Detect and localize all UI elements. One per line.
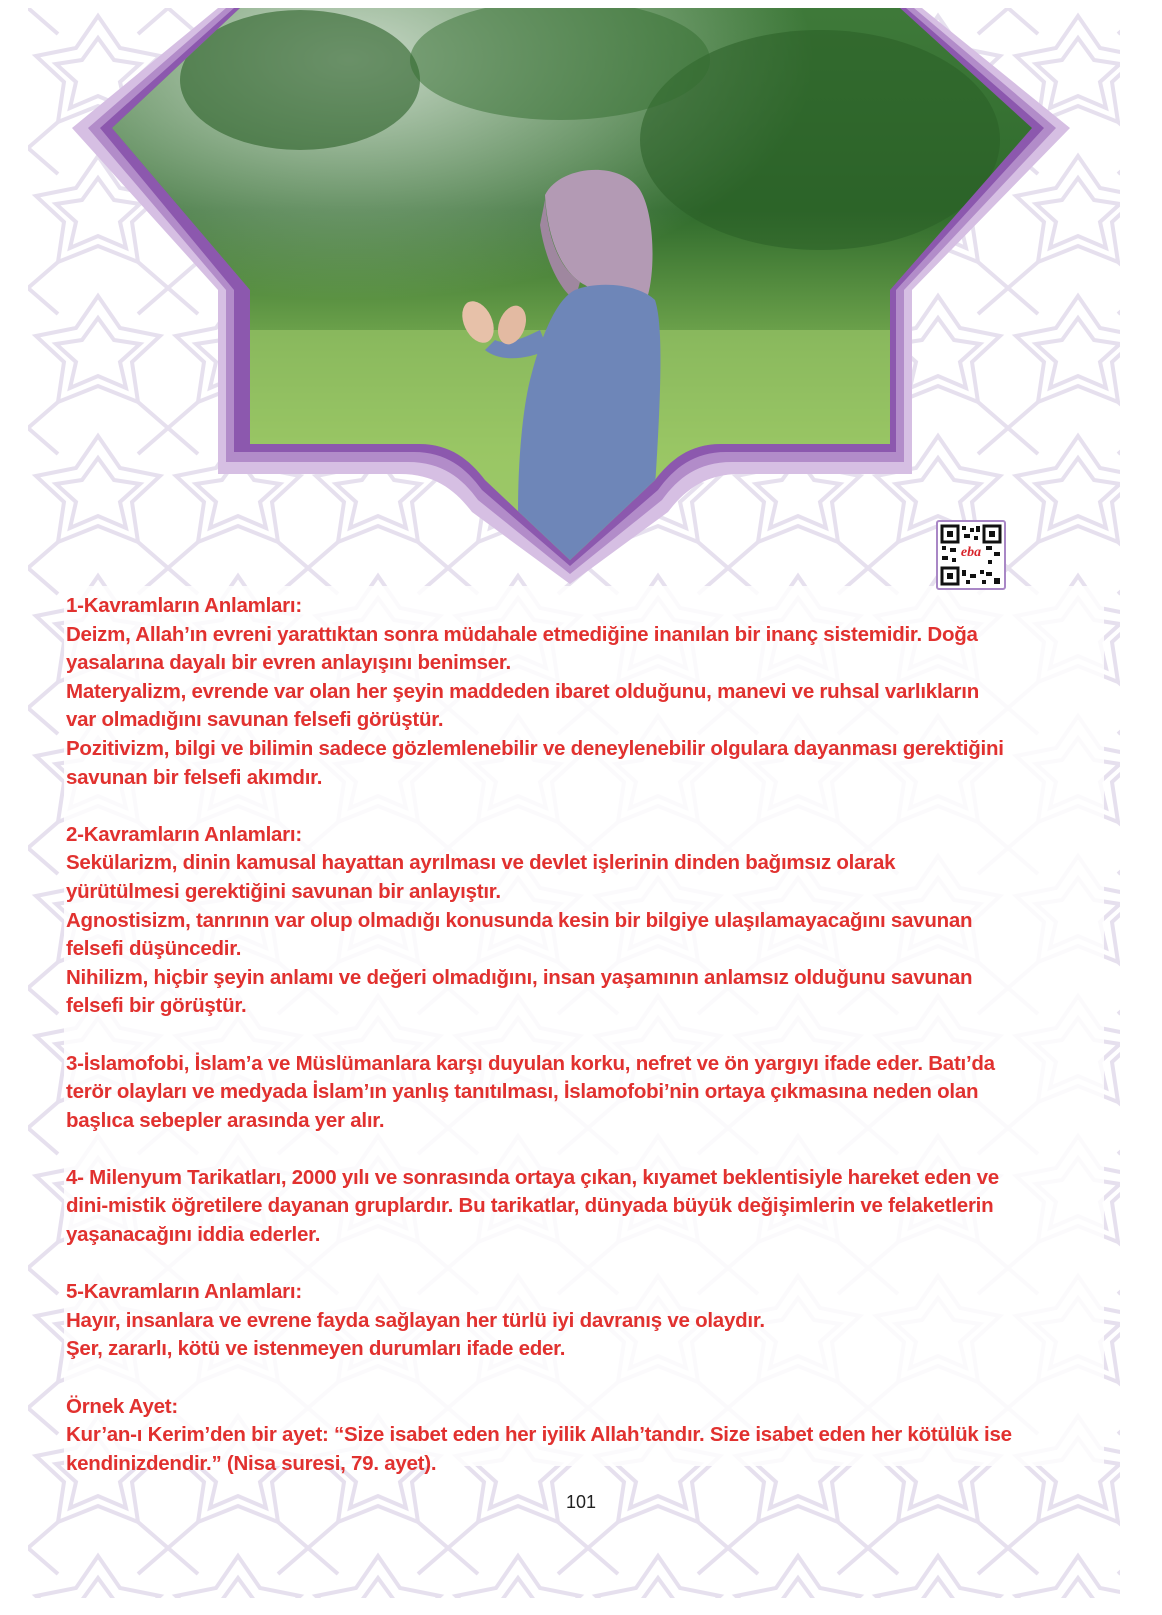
section-heading: 2-Kavramların Anlamları:: [66, 822, 302, 846]
text-line: kendinizdendir.” (Nisa suresi, 79. ayet).: [66, 1451, 437, 1475]
text-line: başlıca sebepler arasında yer alır.: [66, 1108, 385, 1132]
text-line: Sekülarizm, dinin kamusal hayattan ayrılması ve devlet işlerinin dinden bağımsız olarak: [66, 851, 896, 875]
hero-photo-frame: [0, 0, 1162, 600]
text-line: Şer, zararlı, kötü ve istenmeyen durumları ifade eder.: [66, 1337, 566, 1361]
text-line: yasalarına dayalı bir evren anlayışını benimser.: [66, 651, 511, 675]
section-heading: 1-Kavramların Anlamları:: [66, 594, 302, 617]
text-line: Materyalizm, evrende var olan her şeyin maddeden ibaret olduğunu, manevi ve ruhsal varlıkların: [66, 679, 979, 703]
spacer: [66, 1364, 1126, 1393]
spacer: [66, 1135, 1126, 1164]
section-3: [66, 1050, 1126, 1136]
page-number: 101: [565, 1492, 597, 1512]
text-line: savunan bir felsefi akımdır.: [66, 765, 323, 789]
text-line: yürütülmesi gerektiğini savunan bir anlayıştır.: [66, 879, 501, 903]
spacer: [66, 1021, 1126, 1050]
section-example-verse: [66, 1393, 1126, 1479]
photo-praying-woman: [0, 0, 1162, 600]
section-2: [66, 821, 1126, 1021]
section-4: [66, 1164, 1126, 1250]
text-line: terör olayları ve medyada İslam’ın yanlış tanıtılması, İslamofobi’nin ortaya çıkmasına neden olan: [66, 1080, 979, 1104]
text-line: felsefi düşüncedir.: [66, 937, 242, 961]
text-line: 4- Milenyum Tarikatları, 2000 yılı ve sonrasında ortaya çıkan, kıyamet beklentisiyle hareket eden ve: [66, 1165, 999, 1189]
section-1: [66, 592, 1126, 792]
text-line: var olmadığını savunan felsefi görüştür.: [66, 708, 444, 732]
section-heading: 5-Kavramların Anlamları:: [66, 1280, 302, 1304]
spacer: [66, 792, 1126, 821]
spacer: [66, 1250, 1126, 1279]
text-line: Pozitivizm, bilgi ve bilimin sadece gözlemlenebilir ve deneylenebilir olgulara dayanması gerektiğini: [66, 736, 1004, 760]
text-line: Nihilizm, hiçbir şeyin anlamı ve değeri olmadığını, insan yaşamının anlamsız olduğunu savunan: [66, 965, 973, 989]
text-line: Hayır, insanlara ve evrene fayda sağlayan her türlü iyi davranış ve olaydır.: [66, 1308, 765, 1332]
section-heading: Örnek Ayet:: [66, 1394, 178, 1418]
text-line: yaşanacağını iddia ederler.: [66, 1223, 321, 1247]
text-line: 3-İslamofobi, İslam’a ve Müslümanlara karşı duyulan korku, nefret ve ön yargıyı ifade eder. Batı’da: [66, 1051, 995, 1075]
text-line: Deizm, Allah’ın evreni yarattıktan sonra müdahale etmediğine inanılan bir inanç sistemidir. Doğa: [66, 622, 978, 646]
text-line: Kur’an-ı Kerim’den bir ayet: “Size isabet eden her iyilik Allah’tandır. Size isabet eden her kötülük ise: [66, 1423, 1012, 1447]
text-line: dini-mistik öğretilere dayanan gruplardır. Bu tarikatlar, dünyada büyük değişimlerin ve felaketlerin: [66, 1194, 994, 1218]
qr-code-eba[interactable]: [936, 520, 1006, 590]
content-text: [66, 592, 1126, 1478]
text-line: Agnostisizm, tanrının var olup olmadığı konusunda kesin bir bilgiye ulaşılamayacağını savunan: [66, 908, 973, 932]
section-5: [66, 1278, 1126, 1364]
qr-label: eba: [960, 545, 982, 560]
text-line: felsefi bir görüştür.: [66, 994, 247, 1018]
